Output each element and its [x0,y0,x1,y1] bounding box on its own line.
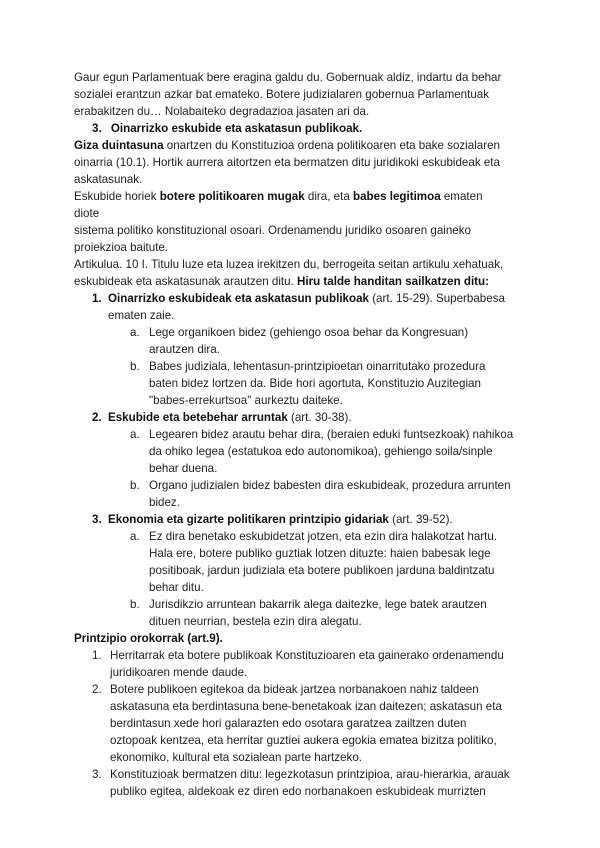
sub-item-line: Legearen bidez arautu behar dira, (beraien eduki funtsezkoak) nahikoa [149,428,514,441]
p1-line-1 [74,138,500,154]
principles-title [74,631,223,647]
sub-item-line: arautzen dira. [149,343,220,356]
section-heading-text: Oinarrizko eskubide eta askatasun publikoak. [110,122,363,135]
group-title: Ekonomia eta gizarte politikaren printzipio gidariak [108,513,389,526]
principle-line: Konstituzioak bermatzen ditu: legezkotasun printzipioa, arau-hierarkia, arauak [110,768,510,781]
p3-line-2 [74,274,489,290]
group-title: Eskubide eta betebehar arruntak [108,411,288,424]
sub-item-line: positiboak, jardun judiziala eta botere publikoen jarduna baldintzatu [149,564,495,577]
p2-bold-1: botere politikoaren mugak [159,190,305,203]
p1-line-3: askatasunak. [74,173,143,186]
p2-text-a: Eskubide horiek [74,190,160,203]
sub-item-line: baten bidez lortzen da. Bide hori agortuta, Konstituzio Auzitegian [149,377,481,390]
p2-line-2: diote [74,207,100,220]
p3-text: eskubideak eta askatasunak arautzen ditu. [74,275,298,288]
sub-item-line: Babes judiziala, lehentasun-printzipioetan oinarritutako prozedura [149,360,486,373]
intro-line-1: Gaur egun Parlamentuak bere eragina galdu du. Gobernuak aldiz, indartu da behar [74,71,502,84]
principle-line: oztopoak kentzea, eta herritar guztiei aukera egokia ematea bizitza politiko, [110,734,497,747]
group-ref: (art. 39-52). [388,513,453,526]
list-number: 2. [92,411,102,424]
p3-bold: Hiru talde handitan sailkatzen ditu: [297,275,489,288]
principle-line: Herritarrak eta botere publikoak Konstituzioaren eta gainerako ordenamendu [110,649,504,662]
list-number: 2. [92,683,102,696]
sub-item-line: Ez dira benetako eskubidetzat jotzen, eta ezin dira halakotzat hartu. [149,530,498,543]
p1-text: onartzen du Konstituzioa ordena politikoaren eta bake sozialaren [163,139,500,152]
group-2-title [108,410,352,426]
list-number: 1. [92,292,102,305]
group-1-cont: ematen zaie. [108,309,175,322]
list-number: 1. [92,649,102,662]
sub-mark: a. [130,428,140,441]
group-title: Oinarrizko eskubideak eta askatasun publikoak [108,292,369,305]
principle-line: askatasuna eta berdintasuna bene-benetakoak izan daitezen; askatasun eta [110,700,502,713]
sub-item-line: Jurisdikzio arruntean bakarrik alega daitezke, lege batek arautzen [149,598,487,611]
principle-line: ekonomiko, kultural eta sozialean parte hartzeko. [110,751,362,764]
p2-line-3: sistema politiko konstituzional osoari. Ordenamendu juridiko osoaren gaineko [74,224,471,237]
sub-item-line: behar duena. [149,462,218,475]
p2-bold-2: babes legitimoa [353,190,441,203]
principle-line: berdintasun xede hori galarazten edo osotara garatzea zailtzen duten [110,717,467,730]
sub-item-line: "babes-errekurtsoa" aurkeztu daiteke. [149,394,343,407]
principles-title-text: Printzipio orokorrak (art.9). [74,632,223,645]
list-number: 3. [92,513,102,526]
list-item [92,410,102,426]
p2-line-4: proiekzioa baitute. [74,241,169,254]
group-ref: (art. 15-29). Superbabesa [368,292,505,305]
group-ref: (art. 30-38). [287,411,352,424]
p3-line-1: Artikulua. 10 I. Titulu luze eta luzea irekitzen du, berrogeita seitan artikulu xehatuak, [74,258,504,271]
list-number: 3. [92,768,102,781]
sub-item-line: dituen neurrian, bestela ezin dira alegatu. [149,615,362,628]
principle-line: Botere publikoen egitekoa da bideak jartzea norbanakoen nahiz taldeen [110,683,479,696]
group-1-title [108,291,505,307]
sub-mark: b. [130,360,140,373]
sub-mark: b. [130,598,140,611]
sub-mark: a. [130,530,140,543]
sub-item-line: Hala ere, botere publiko guztiak lotzen dituzte: haien babesak lege [149,547,491,560]
list-item [92,291,102,307]
section-heading [92,121,362,137]
list-item [92,512,102,528]
p2-text-c: dira, eta [304,190,354,203]
principle-line: juridikoaren mende daude. [110,666,248,679]
sub-item-line: Lege organikoen bidez (gehiengo osoa behar da Kongresuan) [149,326,469,339]
p2-line-1 [74,189,483,205]
group-3-title [108,512,453,528]
p1-bold: Giza duintasuna [74,139,164,152]
p2-text-d: ematen [440,190,483,203]
intro-line-2: sozialei erantzun azkar bat emateko. Botere judizialaren gobernua Parlamentuak [74,88,490,101]
principle-line: publiko egitea, aldekoak ez diren edo norbanakoen eskubideak murrizten [110,785,486,798]
sub-item-line: Organo judizialen bidez babesten dira eskubideak, prozedura arrunten [149,479,511,492]
intro-line-3: erabakitzen du… Nolabaiteko degradazioa jasaten ari da. [74,105,370,118]
sub-item-line: da ohiko legea (estatukoa edo autonomikoa), gehiengo soila/sinple [149,445,493,458]
sub-item-line: behar ditu. [149,581,204,594]
section-heading-number: 3. [92,122,102,135]
sub-mark: b. [130,479,140,492]
p1-line-2: oinarria (10.1). Hortik aurrera aitortzen eta bermatzen ditu juridikoki eskubideak eta [74,156,500,169]
sub-item-line: bidez. [149,496,180,509]
sub-mark: a. [130,326,140,339]
